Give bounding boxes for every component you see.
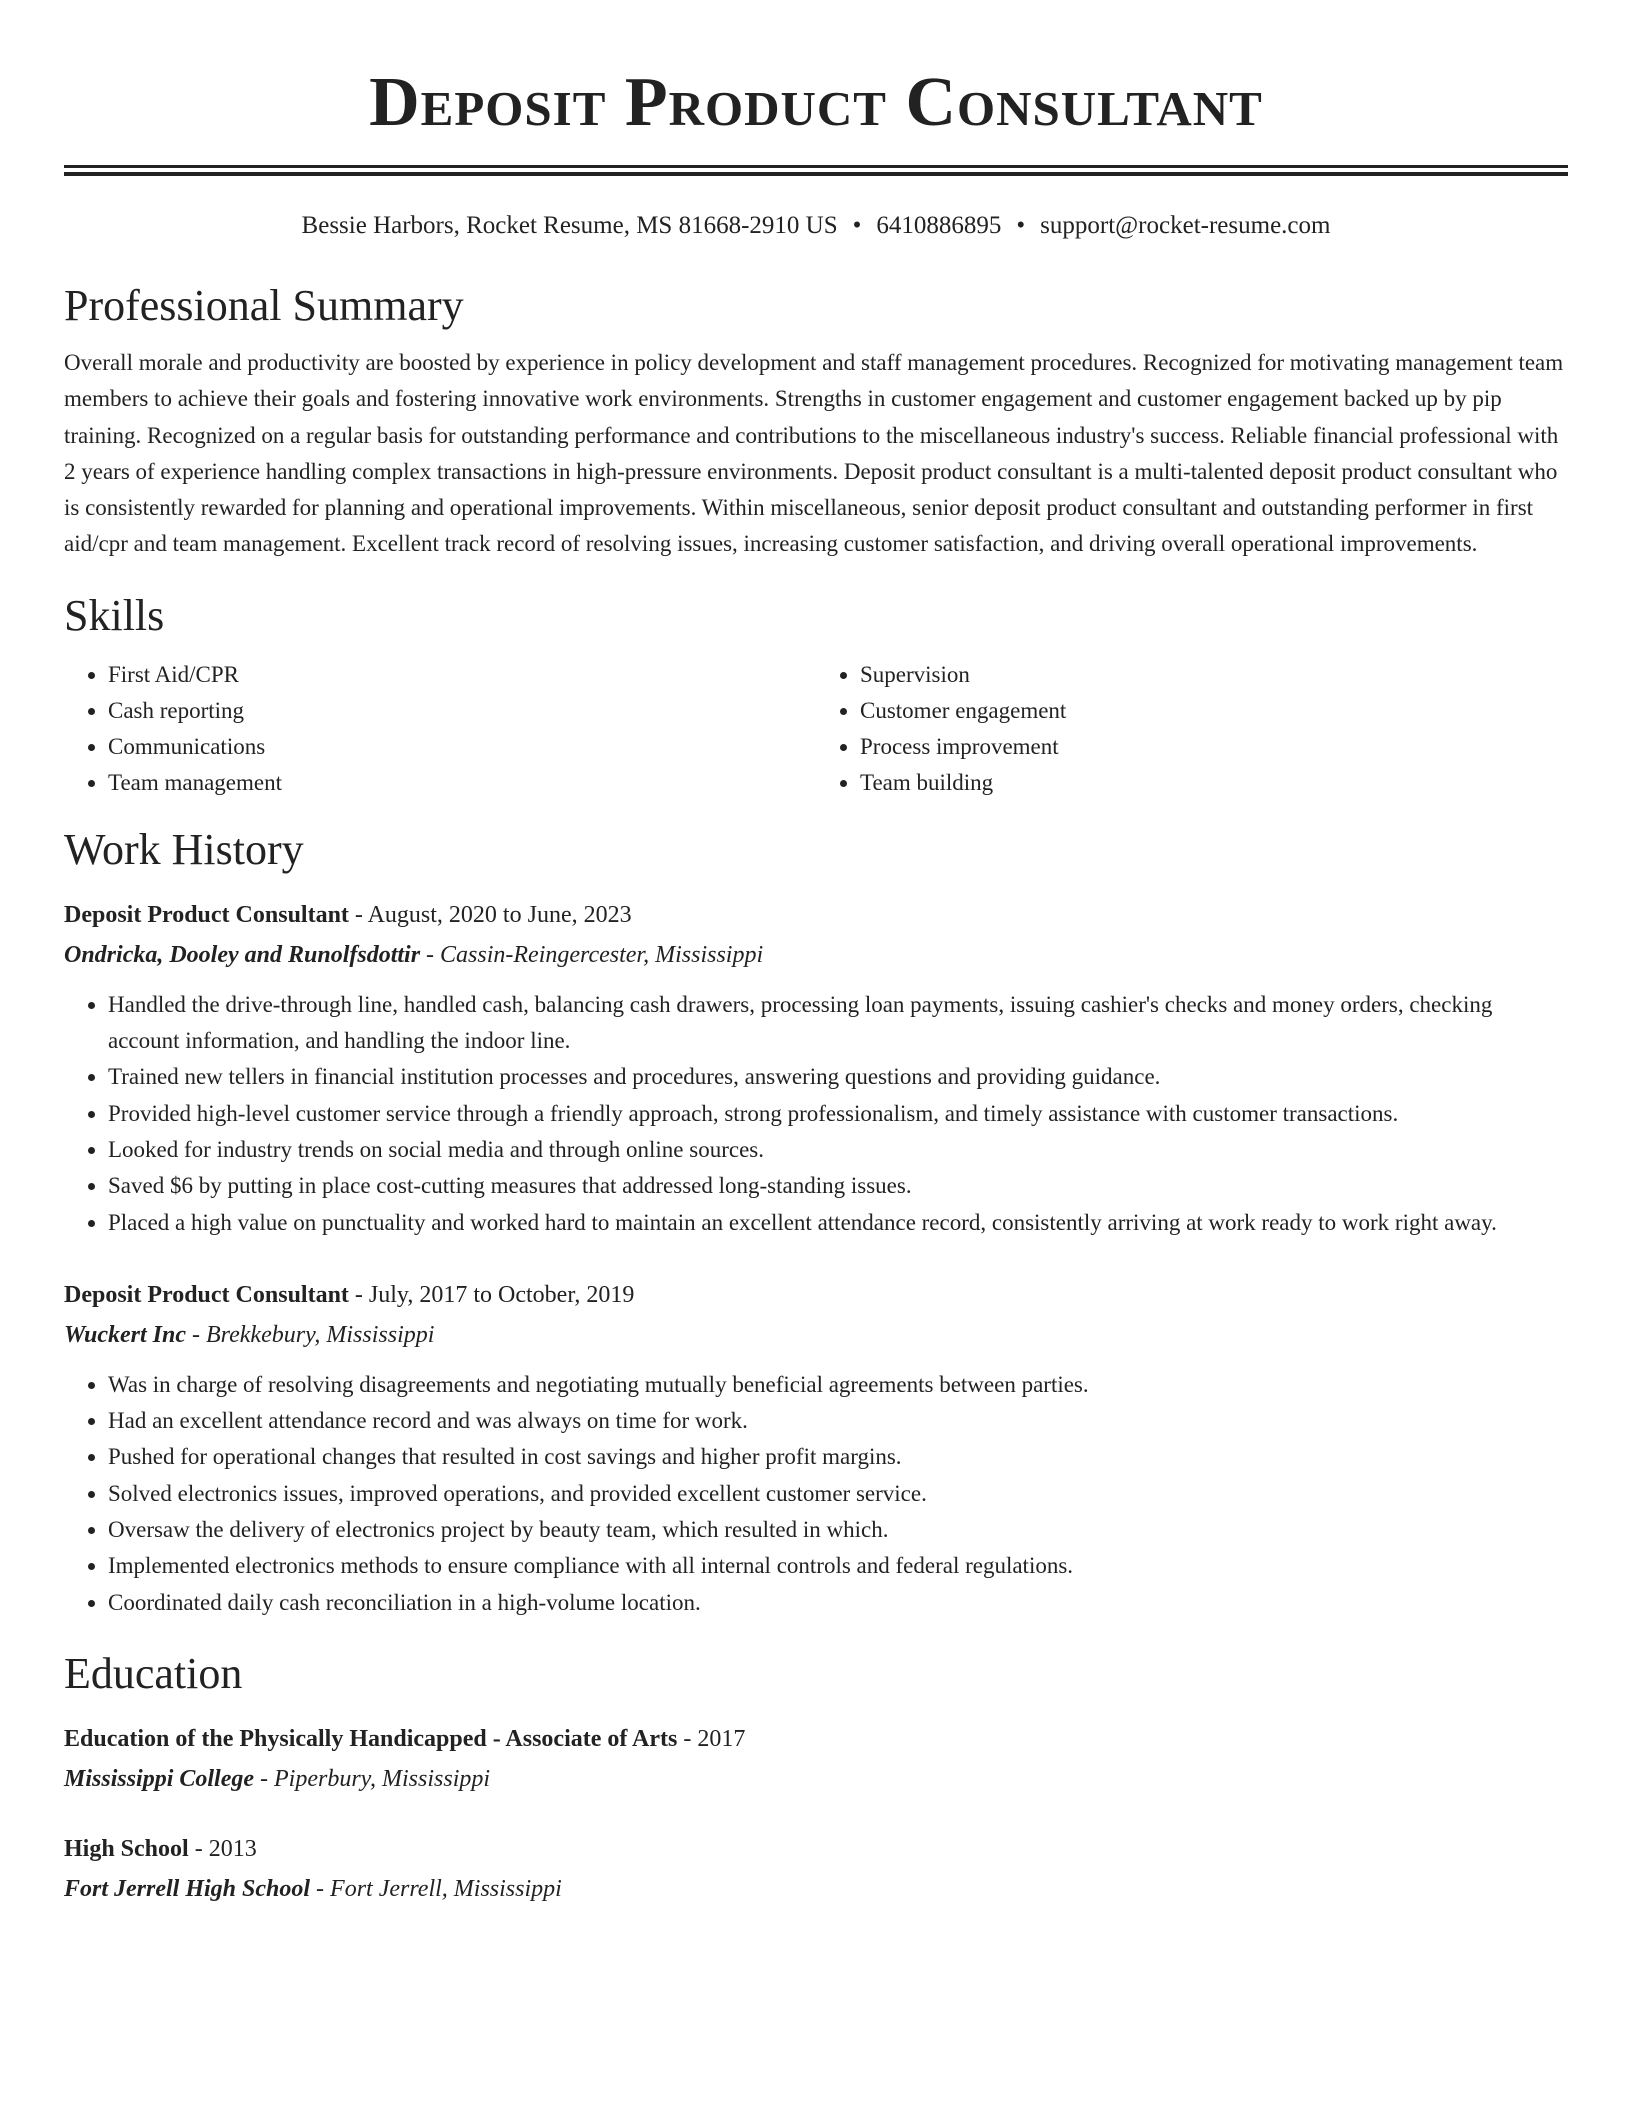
skill-item: • Communications [108, 729, 816, 765]
contact-email: support@rocket-resume.com [1040, 212, 1331, 239]
duty-item: • Had an excellent attendance record and was always on time for work. [108, 1403, 1568, 1439]
job-dates: - August, 2020 to June, 2023 [348, 901, 632, 928]
skills-heading: Skills [64, 590, 165, 640]
job-duties [64, 987, 1568, 1241]
duty-item: • Handled the drive-through line, handled cash, balancing cash drawers, processing loan payments, issuing cashier's checks and money orders, checking account information, and handling the indoor line. [108, 987, 1568, 1060]
job-company: Wuckert Inc [64, 1321, 187, 1348]
skills-column-left [64, 657, 816, 801]
job-location: - Cassin-Reingercester, Mississippi [420, 941, 764, 968]
education-school-line [64, 1869, 1568, 1909]
job-title-line [64, 1275, 1568, 1315]
job-role: Deposit Product Consultant [64, 1281, 349, 1308]
job-entry [64, 895, 1568, 1241]
duty-item: • Coordinated daily cash reconciliation in a high-volume location. [108, 1585, 1568, 1621]
contact-address: Bessie Harbors, Rocket Resume, MS 81668-2910 US [301, 212, 838, 239]
contact-phone: 6410886895 [876, 212, 1002, 239]
job-location: - Brekkebury, Mississippi [186, 1321, 435, 1348]
education-degree: Education of the Physically Handicapped - Associate of Arts [64, 1725, 678, 1752]
duty-item: • Trained new tellers in financial institution processes and procedures, answering questions and providing guidance. [108, 1059, 1568, 1095]
work-history-heading: Work History [64, 824, 304, 874]
duty-item: • Pushed for operational changes that resulted in cost savings and higher profit margins. [108, 1439, 1568, 1475]
skill-item: • Team management [108, 765, 816, 801]
skills-column-right [816, 657, 1568, 801]
education-degree: High School [64, 1835, 189, 1862]
job-title-line [64, 895, 1568, 935]
skill-item: • Customer engagement [860, 693, 1568, 729]
job-company: Ondricka, Dooley and Runolfsdottir [64, 941, 421, 968]
education-year: - 2017 [677, 1725, 746, 1752]
contact-line [64, 210, 1568, 242]
education-year: - 2013 [188, 1835, 257, 1862]
education-degree-line [64, 1719, 1568, 1759]
education-school: Fort Jerrell High School [64, 1875, 311, 1902]
education-location: - Fort Jerrell, Mississippi [310, 1875, 562, 1902]
duty-item: • Saved $6 by putting in place cost-cutting measures that addressed long-standing issues. [108, 1168, 1568, 1204]
job-company-line [64, 1315, 1568, 1355]
summary-heading: Professional Summary [64, 281, 464, 330]
resume-name: Deposit Product Consultant [369, 64, 1263, 141]
job-company-line [64, 935, 1568, 975]
contact-separator: • [852, 212, 862, 239]
skill-item: • First Aid/CPR [108, 657, 816, 693]
skill-item: • Cash reporting [108, 693, 816, 729]
summary-text: Overall morale and productivity are boosted by experience in policy development and staff management procedures. Recognized for motivating management team members to achieve their goals and fostering innovative work environments. Strengths in customer engagement and customer engagement backed up by pip training. Recognized on a regular basis for outstanding performance and contributions to the miscellaneous industry's success. Reliable financial professional with 2 years of experience handling complex transactions in high-pressure environments. Deposit product consultant is a multi-talented deposit product consultant who is consistently rewarded for planning and operational improvements. Within miscellaneous, senior deposit product consultant and outstanding performer in first aid/cpr and team management. Excellent track record of resolving issues, increasing customer satisfaction, and driving overall operational improvements. [64, 350, 1564, 557]
duty-item: • Oversaw the delivery of electronics project by beauty team, which resulted in which. [108, 1512, 1568, 1548]
skill-item: • Supervision [860, 657, 1568, 693]
duty-item: • Solved electronics issues, improved operations, and provided excellent customer service. [108, 1476, 1568, 1512]
contact-separator: • [1016, 212, 1026, 239]
job-role: Deposit Product Consultant [64, 901, 349, 928]
job-dates: - July, 2017 to October, 2019 [348, 1281, 635, 1308]
duty-item: • Provided high-level customer service through a friendly approach, strong professionalism, and timely assistance with customer transactions. [108, 1096, 1568, 1132]
duty-item: • Placed a high value on punctuality and worked hard to maintain an excellent attendance record, consistently arriving at work ready to work right away. [108, 1205, 1568, 1241]
job-entry [64, 1275, 1568, 1621]
duty-item: • Was in charge of resolving disagreements and negotiating mutually beneficial agreements between parties. [108, 1367, 1568, 1403]
job-duties [64, 1367, 1568, 1621]
education-heading: Education [64, 1648, 243, 1698]
education-entry [64, 1719, 1568, 1799]
education-location: - Piperbury, Mississippi [254, 1765, 491, 1792]
skills-list [64, 657, 1568, 801]
skill-item: • Process improvement [860, 729, 1568, 765]
education-school: Mississippi College [64, 1765, 255, 1792]
duty-item: • Looked for industry trends on social media and through online sources. [108, 1132, 1568, 1168]
education-school-line [64, 1759, 1568, 1799]
education-entry [64, 1829, 1568, 1909]
duty-item: • Implemented electronics methods to ensure compliance with all internal controls and federal regulations. [108, 1548, 1568, 1584]
skill-item: • Team building [860, 765, 1568, 801]
education-degree-line [64, 1829, 1568, 1869]
header-divider [64, 165, 1568, 176]
